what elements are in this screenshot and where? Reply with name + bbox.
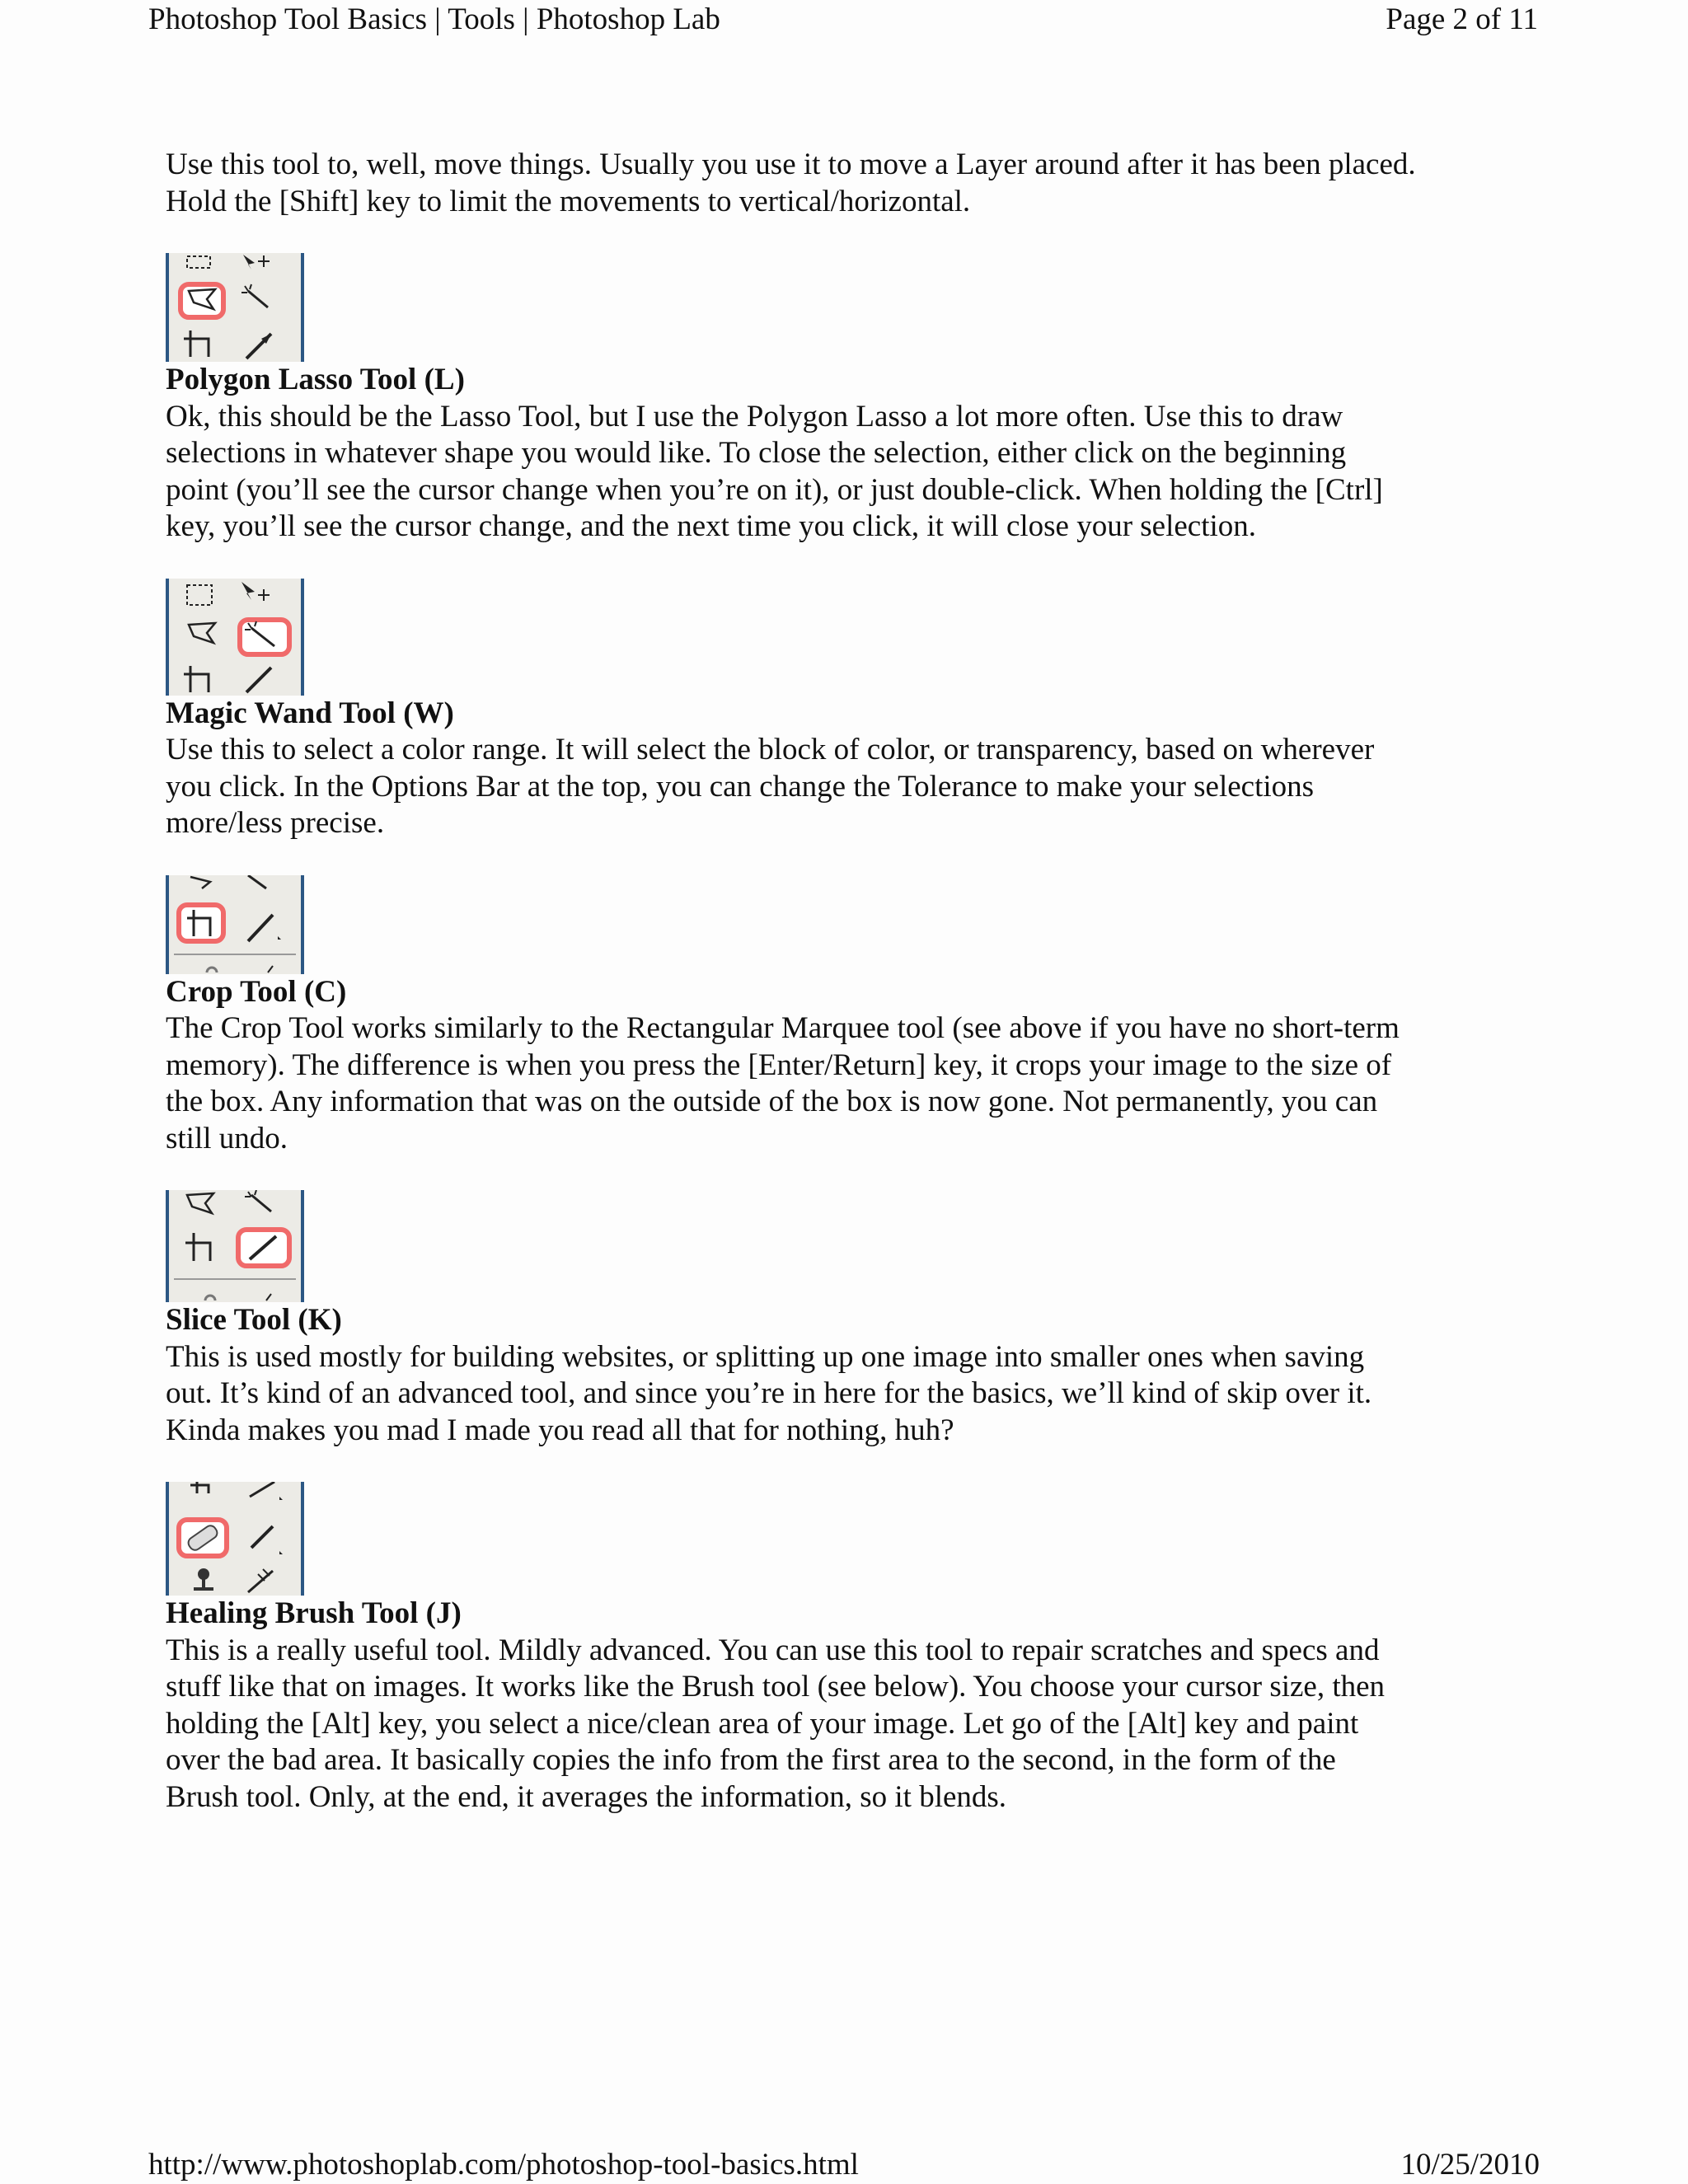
section-title: Magic Wand Tool (W) [166,696,454,730]
section-title: Crop Tool (C) [166,974,347,1009]
section-line: This is a really useful tool. Mildly advanced. You can use this tool to repair scratches and specs and [166,1633,1380,1667]
polygon-lasso-tool-icon [166,253,304,362]
section-line: Brush tool. Only, at the end, it averages the information, so it blends. [166,1779,1007,1814]
crop-tool-icon [166,875,304,974]
section-title: Slice Tool (K) [166,1303,342,1337]
page-header [0,0,1688,40]
section-line: more/less precise. [166,806,385,840]
header-title: Photoshop Tool Basics | Tools | Photoshop Lab [148,2,720,36]
section-line: still undo. [166,1121,288,1155]
section-line: stuff like that on images. It works like the Brush tool (see below). You choose your cursor size, then [166,1670,1386,1704]
spacer [166,546,1534,579]
section-line: holding the [Alt] key, you select a nice/clean area of your image. Let go of the [Alt] key and paint [166,1706,1359,1741]
article-body [166,147,1534,1816]
intro-line-2: Hold the [Shift] key to limit the movements to vertical/horizontal. [166,184,971,218]
spacer [166,842,1534,875]
slice-tool-icon [166,1190,304,1302]
spacer [166,220,1534,253]
section-line: memory). The difference is when you press the [Enter/Return] key, it crops your image to the size of [166,1047,1392,1082]
spacer [166,1449,1534,1482]
section-title: Polygon Lasso Tool (L) [166,363,465,396]
section-line: key, you’ll see the cursor change, and the next time you click, it will close your selection. [166,509,1257,543]
print-date: 10/25/2010 [1400,2148,1540,2182]
section-line: Ok, this should be the Lasso Tool, but I use the Polygon Lasso a lot more often. Use this to draw [166,399,1343,434]
page-footer [0,2146,1688,2184]
spacer [166,1157,1534,1190]
healing-brush-tool-icon [166,1482,304,1596]
page-number: Page 2 of 11 [1386,2,1538,36]
section-line: the box. Any information that was on the outside of the box is now gone. Not permanently, you can [166,1085,1378,1118]
section-line: Use this to select a color range. It will select the block of color, or transparency, based on wherever [166,733,1375,766]
magic-wand-tool-icon [166,579,304,696]
source-url[interactable]: http://www.photoshoplab.com/photoshop-tool-basics.html [148,2148,859,2182]
section-line: you click. In the Options Bar at the top, you can change the Tolerance to make your selections [166,769,1315,804]
section-line: selections in whatever shape you would like. To close the selection, either click on the beginning [166,436,1347,470]
section-line: out. It’s kind of an advanced tool, and since you’re in here for the basics, we’ll kind of skip over it. [166,1376,1372,1410]
section-line: over the bad area. It basically copies the info from the first area to the second, in the form of the [166,1743,1336,1777]
intro-line-1: Use this tool to, well, move things. Usually you use it to move a Layer around after it has been placed. [166,148,1416,181]
section-line: The Crop Tool works similarly to the Rectangular Marquee tool (see above if you have no short-term [166,1011,1400,1045]
section-line: This is used mostly for building websites, or splitting up one image into smaller ones when saving [166,1339,1365,1374]
section-title: Healing Brush Tool (J) [166,1596,462,1630]
section-line: point (you’ll see the cursor change when you’re on it), or just double-click. When holding the [Ctrl] [166,472,1383,507]
section-line: Kinda makes you mad I made you read all that for nothing, huh? [166,1413,954,1447]
